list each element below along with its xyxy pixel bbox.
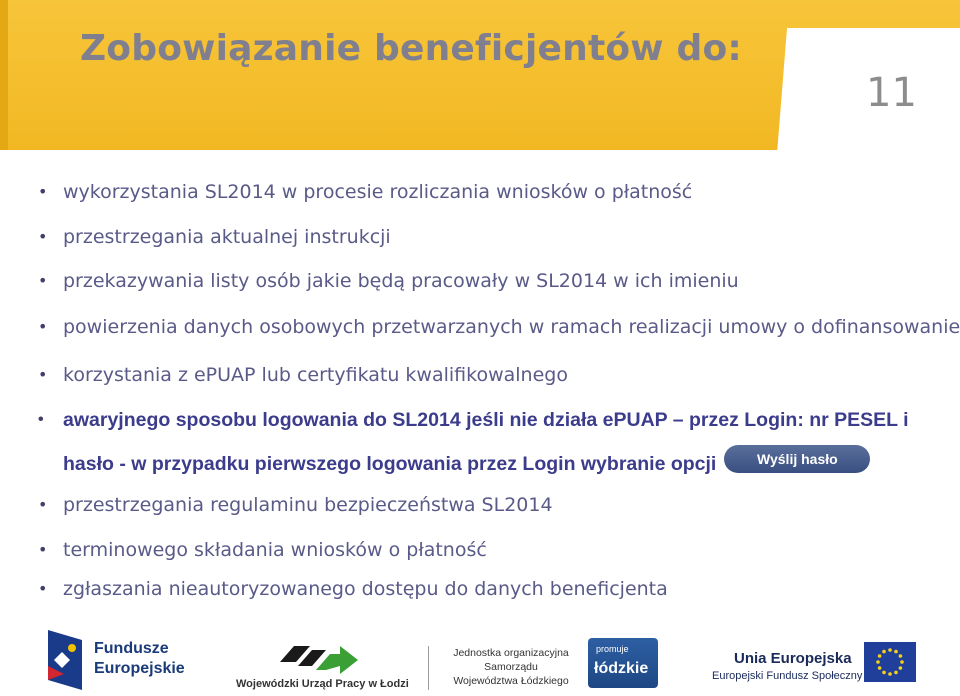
eu-flag-icon [864, 642, 916, 682]
bullet-dot-icon: • [38, 317, 48, 336]
bullet-dot-icon: • [38, 182, 48, 201]
list-item-text: przestrzegania aktualnej instrukcji [63, 226, 391, 248]
list-item-text: terminowego składania wniosków o płatność [63, 539, 487, 561]
page-number: 11 [866, 70, 917, 116]
bullet-dot-icon: • [38, 365, 48, 384]
bullet-dot-icon: • [38, 227, 48, 246]
ue-label: Unia Europejska [734, 650, 852, 667]
list-item [38, 226, 391, 248]
bullet-dot-icon: • [38, 540, 48, 559]
list-item [38, 181, 692, 203]
promuje-label: promuje [596, 644, 629, 654]
list-item-text: wykorzystania SL2014 w procesie rozliczania wniosków o płatność [63, 181, 693, 203]
list-item-emergency-login-text: awaryjnego sposobu logowania do SL2014 jeśli nie działa ePUAP – przez Login: nr PESEL i hasło - w przypadku pierwszego logowania przez Login wybranie opcji [63, 409, 909, 475]
bullet-dot-icon: • [38, 495, 48, 514]
logo-bar [0, 620, 960, 696]
promuje-lodzkie-logo [588, 638, 658, 688]
list-item-text: korzystania z ePUAP lub certyfikatu kwalifikowalnego [63, 364, 568, 386]
jednostka-line-3: Województwa Łódzkiego [453, 675, 569, 687]
fundusze-label-2: Europejskie [94, 660, 185, 677]
list-item-text: powierzenia danych osobowych przetwarzanych w ramach realizacji umowy o dofinansowanie [63, 316, 960, 338]
header-shade [0, 0, 8, 150]
jednostka-line-2: Samorządu [484, 661, 538, 673]
list-item [38, 270, 739, 292]
fundusze-label-1: Fundusze [94, 640, 169, 657]
jednostka-logo [448, 646, 574, 688]
jednostka-line-1: Jednostka organizacyjna [453, 647, 569, 659]
list-item-text: przestrzegania regulaminu bezpieczeństwa SL2014 [63, 494, 553, 516]
efs-label: Europejski Fundusz Społeczny [712, 670, 863, 682]
eu-logo [708, 642, 918, 690]
bullet-dot-icon: • [38, 271, 48, 290]
list-item [38, 364, 568, 386]
fundusze-flag-icon [48, 630, 82, 690]
slide-title: Zobowiązanie beneficjentów do: [80, 28, 742, 69]
wup-label: Wojewódzki Urząd Pracy w Łodzi [236, 678, 409, 690]
list-item [38, 398, 913, 486]
fundusze-europejskie-logo [48, 630, 198, 694]
bullet-dot-icon: • [38, 411, 44, 428]
lodzkie-label: łódzkie [594, 660, 649, 677]
list-item [38, 539, 487, 561]
list-item-text: zgłaszania nieautoryzowanego dostępu do danych beneficjenta [63, 578, 668, 600]
list-item [38, 494, 553, 516]
divider [428, 646, 429, 690]
send-password-button[interactable]: Wyślij hasło [724, 445, 870, 473]
wup-logo [236, 638, 409, 694]
list-item-text: przekazywania listy osób jakie będą pracowały w SL2014 w ich imieniu [63, 270, 739, 292]
list-item [38, 316, 960, 338]
wup-arrow-icon [280, 638, 358, 674]
list-item [38, 578, 668, 600]
list-item-text [63, 398, 913, 486]
bullet-dot-icon: • [38, 579, 48, 598]
